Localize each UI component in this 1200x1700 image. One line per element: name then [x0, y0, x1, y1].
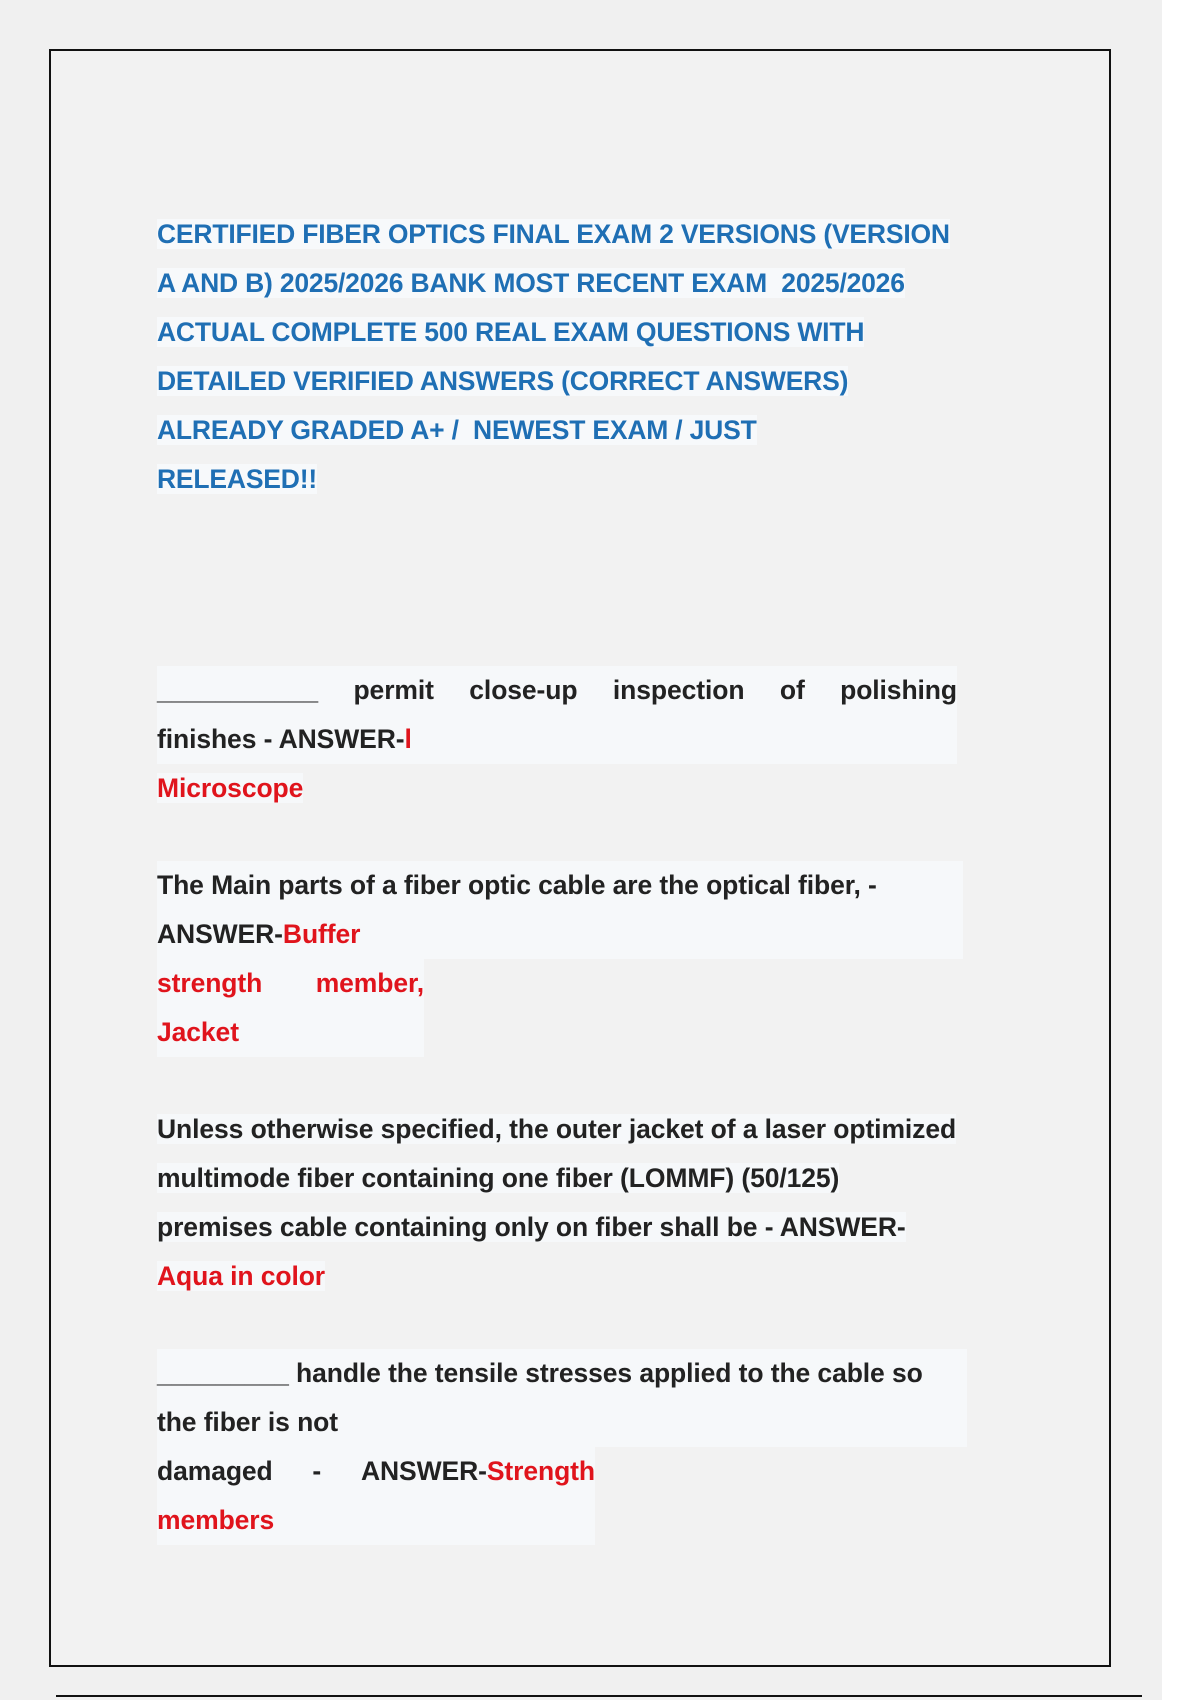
answer-text: Microscope [157, 773, 304, 803]
question-text: _________ handle the tensile stresses applied to the cable so [157, 1358, 923, 1388]
question-text: ANSWER-Buffer [157, 919, 361, 949]
title-line: RELEASED!! [157, 464, 317, 494]
question-block [157, 666, 957, 813]
question-text: ___________ permit close-up inspection of polishing [157, 675, 957, 705]
question-text: premises cable containing only on fiber shall be - ANSWER- [157, 1212, 906, 1242]
title-line: DETAILED VERIFIED ANSWERS (CORRECT ANSWERS) [157, 366, 849, 396]
question-text: The Main parts of a fiber optic cable are the optical fiber, - [157, 870, 877, 900]
question-text: Unless otherwise specified, the outer jacket of a laser optimized [157, 1114, 957, 1144]
answer-text: Aqua in color [157, 1261, 326, 1291]
page-content [157, 210, 1017, 1545]
question-text: damaged - ANSWER-Strength [157, 1456, 595, 1486]
answer-text: l [404, 724, 412, 754]
question-text: finishes - ANSWER-l [157, 724, 412, 754]
question-block [157, 1105, 1017, 1301]
answer-text: Buffer [282, 919, 361, 949]
title-line: ACTUAL COMPLETE 500 REAL EXAM QUESTIONS WITH [157, 317, 865, 347]
answer-text: Jacket [157, 1017, 239, 1047]
title-line: ALREADY GRADED A+ / NEWEST EXAM / JUST [157, 415, 757, 445]
answer-text: members [157, 1505, 275, 1535]
title-line: CERTIFIED FIBER OPTICS FINAL EXAM 2 VERSIONS (VERSION [157, 219, 950, 249]
question-block [157, 861, 1017, 1057]
question-text: the fiber is not [157, 1407, 338, 1437]
next-page-edge [56, 1695, 1142, 1697]
document-title [157, 210, 1017, 504]
title-line: A AND B) 2025/2026 BANK MOST RECENT EXAM 2025/2026 [157, 268, 905, 298]
viewer-scroll-area [1162, 0, 1200, 1700]
question-text: multimode fiber containing one fiber (LOMMF) (50/125) [157, 1163, 840, 1193]
answer-text: Strength [486, 1456, 595, 1486]
answer-text: strength member, [157, 968, 424, 998]
question-block [157, 1349, 1017, 1545]
